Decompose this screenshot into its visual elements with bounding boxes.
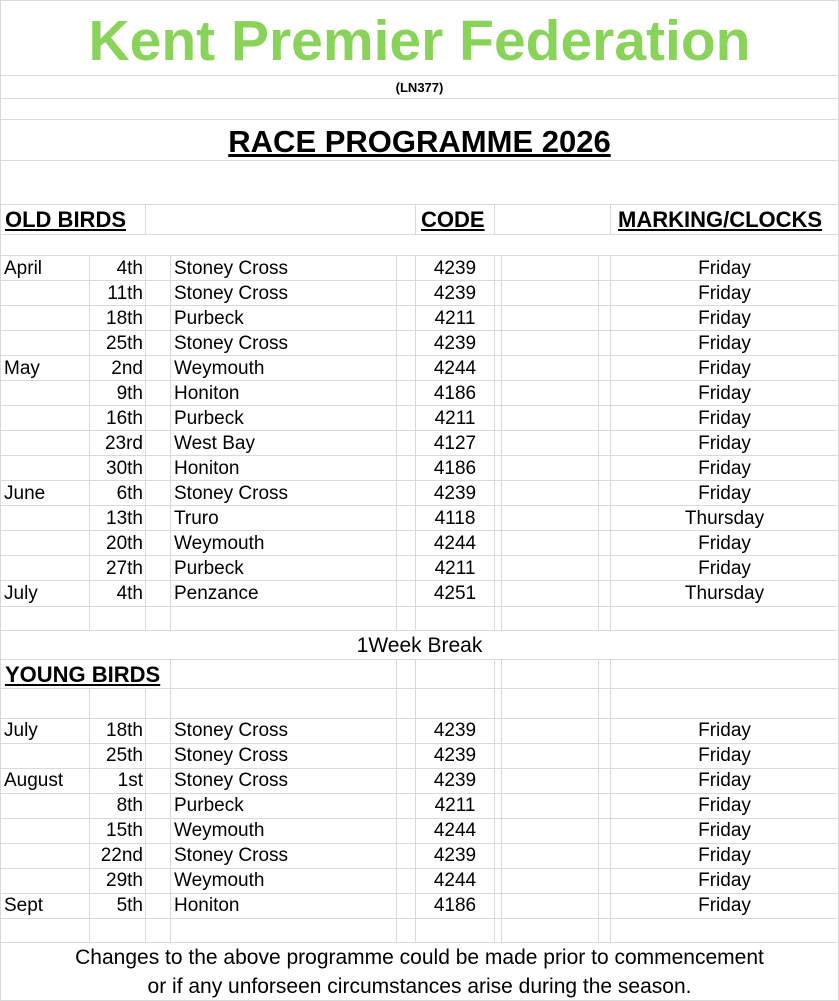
race-venue: Stoney Cross — [174, 283, 289, 304]
race-day: 4th — [116, 258, 143, 279]
race-day: 15th — [106, 820, 143, 841]
grid-vline — [501, 688, 502, 942]
race-marking-day: Friday — [698, 770, 751, 791]
race-day: 20th — [106, 533, 143, 554]
race-code: 4186 — [433, 383, 477, 404]
race-venue: Purbeck — [174, 558, 244, 579]
race-code: 4118 — [434, 508, 476, 529]
race-marking-day: Friday — [698, 533, 751, 554]
federation-title: Kent Premier Federation — [88, 9, 751, 73]
race-venue: Stoney Cross — [174, 745, 289, 766]
race-day: 30th — [106, 458, 143, 479]
grid-hline — [0, 0, 839, 1]
race-marking-day: Friday — [698, 558, 751, 579]
race-day: 1st — [117, 770, 143, 791]
grid-hline — [0, 204, 839, 205]
grid-vline — [396, 659, 397, 688]
race-day: 8th — [116, 795, 143, 816]
race-day: 11th — [107, 283, 143, 304]
race-marking-day: Thursday — [684, 508, 765, 529]
race-day: 16th — [106, 408, 143, 429]
race-code: 4239 — [433, 845, 477, 866]
race-day: 25th — [106, 333, 143, 354]
race-code: 4244 — [433, 820, 477, 841]
license-number: (LN377) — [395, 80, 444, 95]
race-code: 4186 — [433, 458, 477, 479]
race-day: 29th — [106, 870, 143, 891]
race-venue: Weymouth — [174, 820, 265, 841]
race-marking-day: Friday — [698, 895, 751, 916]
race-code: 4211 — [434, 408, 476, 429]
footer-line-1: Changes to the above programme could be made prior to commencement — [75, 946, 764, 969]
grid-vline — [501, 659, 502, 688]
race-day: 4th — [116, 583, 143, 604]
race-code: 4211 — [434, 795, 476, 816]
race-venue: Purbeck — [174, 795, 244, 816]
race-marking-day: Friday — [698, 358, 751, 379]
grid-vline — [610, 204, 611, 234]
race-code: 4239 — [433, 258, 477, 279]
race-marking-day: Friday — [698, 720, 751, 741]
grid-hline — [0, 255, 839, 256]
race-code: 4211 — [434, 558, 476, 579]
grid-vline — [145, 688, 146, 942]
race-venue: West Bay — [174, 433, 255, 454]
race-venue: Stoney Cross — [174, 333, 289, 354]
grid-hline — [0, 98, 839, 99]
race-marking-day: Friday — [698, 408, 751, 429]
race-code: 4239 — [433, 770, 477, 791]
grid-vline — [415, 659, 416, 688]
race-marking-day: Friday — [698, 845, 751, 866]
race-marking-day: Thursday — [684, 583, 765, 604]
race-venue: Purbeck — [174, 408, 244, 429]
young-birds-header: YOUNG BIRDS — [5, 662, 161, 687]
grid-vline — [598, 688, 599, 942]
race-day: 18th — [106, 720, 143, 741]
race-venue: Stoney Cross — [174, 770, 289, 791]
race-venue: Purbeck — [174, 308, 244, 329]
grid-hline — [0, 234, 839, 235]
grid-hline — [0, 606, 839, 607]
race-venue: Honiton — [174, 383, 240, 404]
race-venue: Weymouth — [174, 358, 265, 379]
grid-vline — [610, 659, 611, 688]
race-month: August — [4, 770, 64, 791]
race-venue: Stoney Cross — [174, 483, 289, 504]
race-code: 4244 — [433, 533, 477, 554]
race-venue: Penzance — [174, 583, 259, 604]
race-day: 18th — [106, 308, 143, 329]
race-code: 4239 — [433, 483, 477, 504]
race-day: 25th — [106, 745, 143, 766]
programme-heading — [0, 123, 839, 161]
race-venue: Truro — [174, 508, 219, 529]
race-day: 9th — [116, 383, 143, 404]
race-month: Sept — [4, 895, 44, 916]
race-code: 4239 — [433, 283, 477, 304]
race-code: 4251 — [433, 583, 477, 604]
race-venue: Honiton — [174, 458, 240, 479]
grid-vline — [170, 659, 171, 688]
race-day: 13th — [106, 508, 143, 529]
race-month: July — [4, 583, 38, 604]
grid-vline — [494, 204, 495, 234]
race-month: June — [4, 483, 46, 504]
race-marking-day: Friday — [698, 745, 751, 766]
race-month: May — [4, 358, 40, 379]
race-code: 4244 — [433, 358, 477, 379]
grid-hline — [0, 630, 839, 631]
race-month: April — [4, 258, 43, 279]
footer-line-2: or if any unforseen circumstances arise during the season. — [147, 975, 692, 998]
race-marking-day: Friday — [698, 870, 751, 891]
race-marking-day: Friday — [698, 383, 751, 404]
race-day: 27th — [106, 558, 143, 579]
programme-heading-text: RACE PROGRAMME 2026 — [228, 124, 611, 159]
race-code: 4186 — [433, 895, 477, 916]
grid-vline — [145, 204, 146, 234]
grid-vline — [396, 688, 397, 942]
race-month: July — [4, 720, 38, 741]
grid-hline — [0, 918, 839, 919]
race-venue: Stoney Cross — [174, 258, 289, 279]
race-code: 4127 — [433, 433, 477, 454]
race-code: 4244 — [433, 870, 477, 891]
race-day: 5th — [116, 895, 143, 916]
break-note: 1Week Break — [356, 634, 483, 657]
race-day: 23rd — [104, 433, 143, 454]
race-code: 4239 — [433, 720, 477, 741]
race-marking-day: Friday — [698, 820, 751, 841]
grid-hline — [0, 942, 839, 943]
code-header: CODE — [421, 207, 485, 232]
grid-vline — [396, 255, 397, 630]
race-marking-day: Friday — [698, 308, 751, 329]
race-marking-day: Friday — [698, 283, 751, 304]
grid-vline — [170, 688, 171, 942]
race-day: 22nd — [100, 845, 143, 866]
race-marking-day: Friday — [698, 258, 751, 279]
grid-hline — [0, 119, 839, 120]
grid-hline — [0, 688, 839, 689]
race-marking-day: Friday — [698, 483, 751, 504]
race-marking-day: Friday — [698, 795, 751, 816]
race-venue: Stoney Cross — [174, 720, 289, 741]
race-code: 4239 — [433, 333, 477, 354]
race-marking-day: Friday — [698, 458, 751, 479]
race-venue: Stoney Cross — [174, 845, 289, 866]
race-venue: Weymouth — [174, 870, 265, 891]
marking-header: MARKING/CLOCKS — [618, 207, 823, 232]
race-marking-day: Friday — [698, 333, 751, 354]
grid-vline — [145, 255, 146, 630]
grid-vline — [415, 204, 416, 234]
grid-vline — [598, 659, 599, 688]
race-venue: Honiton — [174, 895, 240, 916]
grid-hline — [0, 659, 839, 660]
race-code: 4211 — [434, 308, 476, 329]
grid-vline — [598, 255, 599, 630]
race-day: 2nd — [111, 358, 143, 379]
race-code: 4239 — [433, 745, 477, 766]
race-day: 6th — [116, 483, 143, 504]
race-venue: Weymouth — [174, 533, 265, 554]
grid-vline — [501, 255, 502, 630]
grid-vline — [170, 255, 171, 630]
old-birds-header: OLD BIRDS — [5, 207, 126, 232]
grid-vline — [494, 659, 495, 688]
race-marking-day: Friday — [698, 433, 751, 454]
